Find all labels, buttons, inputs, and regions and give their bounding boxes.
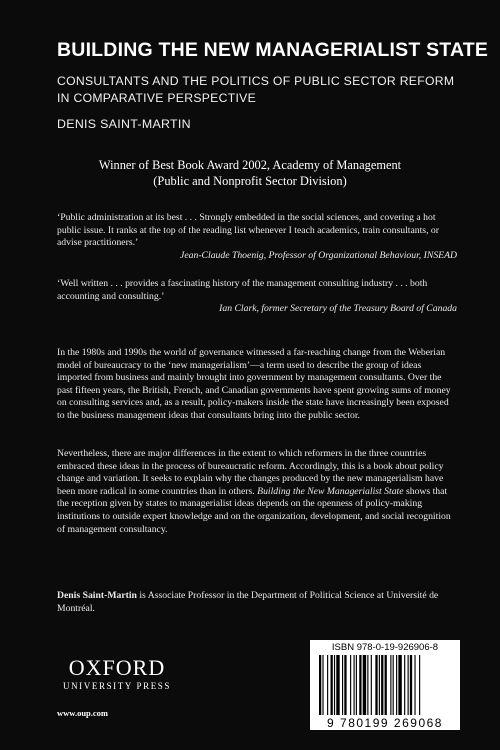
review-quote-2 bbox=[57, 278, 457, 316]
barcode-bar bbox=[385, 655, 387, 715]
ean-digits: 9 780199 269068 bbox=[327, 716, 443, 730]
review-quote-2-attribution: Ian Clark, former Secretary of the Treasury Board of Canada bbox=[219, 303, 457, 315]
barcode-bar bbox=[375, 655, 377, 715]
review-quote-1 bbox=[57, 212, 457, 262]
barcode-bar bbox=[342, 655, 343, 715]
barcode-bar bbox=[404, 655, 405, 715]
barcode-bar bbox=[359, 655, 361, 715]
barcode-image bbox=[317, 655, 453, 715]
review-quote-1-attribution: Jean-Claude Thoenig, Professor of Organizational Behaviour, INSEAD bbox=[180, 249, 457, 261]
barcode-bar bbox=[408, 655, 409, 715]
barcode-bar bbox=[336, 655, 339, 715]
barcode-bar bbox=[396, 655, 397, 715]
barcode-bar bbox=[344, 655, 346, 715]
barcode-bar bbox=[319, 655, 321, 715]
book-subtitle bbox=[57, 73, 457, 107]
barcode-bar bbox=[367, 655, 368, 715]
barcode-bar bbox=[414, 655, 415, 715]
barcode-bar bbox=[410, 655, 412, 715]
award-notice bbox=[0, 157, 500, 189]
barcode-bar bbox=[390, 655, 391, 715]
barcode-bar bbox=[393, 655, 394, 715]
barcode-bar bbox=[350, 655, 351, 715]
paragraph-2-book-title: Building the New Managerialist State bbox=[257, 485, 404, 497]
publisher-url: www.oup.com bbox=[57, 708, 109, 718]
barcode-bar bbox=[363, 655, 366, 715]
barcode-bar bbox=[356, 655, 357, 715]
barcode-bar bbox=[419, 655, 420, 715]
publisher-logo bbox=[57, 657, 177, 691]
paragraph-2-text-b: shows that the reception given by states to managerialist ideas depends on the openness of policy-making institutions to outside expert knowledge and on the organization, development, and social recognition of management consultancy. bbox=[57, 485, 451, 535]
review-quote-2-text: ‘Well written . . . provides a fascinating history of the management consulting industry . . . both accounting and consulting.’ bbox=[57, 278, 428, 302]
subtitle-line-1: CONSULTANTS AND THE POLITICS OF PUBLIC SECTOR REFORM bbox=[57, 74, 455, 88]
barcode-bar bbox=[334, 655, 335, 715]
author-bio-text: is Associate Professor in the Department of Political Science at Université de Montréal. bbox=[57, 590, 439, 614]
book-title: BUILDING THE NEW MANAGERIALIST STATE bbox=[57, 39, 489, 61]
author-bio-name: Denis Saint-Martin bbox=[57, 590, 137, 601]
award-line-1: Winner of Best Book Award 2002, Academy of Management bbox=[98, 158, 402, 172]
author-bio bbox=[57, 590, 453, 615]
author-name: DENIS SAINT-MARTIN bbox=[57, 117, 191, 131]
barcode-bar bbox=[322, 655, 323, 715]
award-line-2: (Public and Nonprofit Sector Division) bbox=[153, 174, 347, 188]
paragraph-2-text-a: Nevertheless, there are major differences in the extent to which reformers in the three countries embraced these ideas in the process of bureaucratic reform. Accordingly, this is a book about policy change and variation. It seeks to explain why the changes produced by the new managerialism have been more radical in some countries than in others. bbox=[57, 448, 444, 497]
review-quote-1-text: ‘Public administration at its best . . . Strongly embedded in the social sciences, and covering a hot public issue. It ranks at the top of the reading list whenever I teach academics, train consultants, or advise practitioners.’ bbox=[57, 212, 439, 249]
publisher-press: UNIVERSITY PRESS bbox=[62, 681, 172, 691]
description-paragraph-2 bbox=[57, 448, 453, 536]
barcode-bar bbox=[381, 655, 383, 715]
barcode-panel bbox=[310, 640, 460, 730]
publisher-name: OXFORD bbox=[68, 655, 166, 680]
barcode-bar bbox=[327, 655, 328, 715]
barcode-bar bbox=[379, 655, 380, 715]
barcode-bar bbox=[371, 655, 372, 715]
description-paragraph-1: In the 1980s and 1990s the world of governance witnessed a far-reaching change from the Weberian model of bureaucracy to the ‘new managerialism’—a term used to describe the group of ideas imported from business and mainly brought into government by management consultants. Over the past fifteen years, the British, French, and Canadian governments have spent growing sums of money on consulting services and, as a result, policy-makers inside the state have increasingly been exposed to the business management ideas that consultants bring into the public sector. bbox=[57, 347, 451, 421]
isbn-label: ISBN 978-0-19-926906-8 bbox=[331, 642, 439, 653]
barcode-bar bbox=[354, 655, 355, 715]
barcode-bar bbox=[331, 655, 333, 715]
barcode-bar bbox=[398, 655, 401, 715]
subtitle-line-2: IN COMPARATIVE PERSPECTIVE bbox=[57, 91, 256, 105]
